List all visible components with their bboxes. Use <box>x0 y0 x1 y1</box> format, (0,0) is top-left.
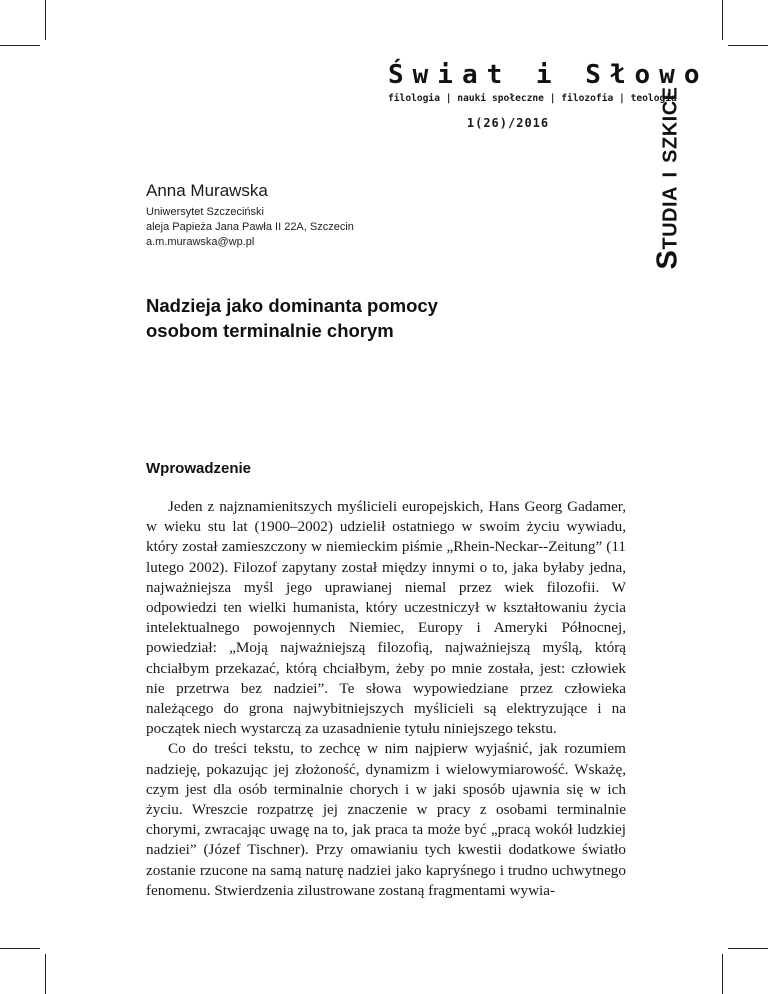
crop-mark-top-right <box>722 0 723 40</box>
crop-mark-top-left <box>45 0 46 40</box>
section-label <box>638 58 698 298</box>
section-heading: Wprowadzenie <box>146 460 252 477</box>
author-email: a.m.murawska@wp.pl <box>146 236 255 248</box>
crop-mark-bottom-left-h <box>0 948 40 949</box>
journal-fields: filologia | nauki społeczne | filozofia | teologia <box>388 93 677 104</box>
crop-mark-top-left-h <box>0 45 40 46</box>
paragraph-1: Jeden z najznamienitszych myślicieli europejskich, Hans Georg Gadamer, w wieku stu lat (1900–2002) udzielił ostatniego w swoim życiu wywiadu, który został zamieszczony w niemieckim piśmie „Rhein-Neckar--Zeitung” (11 lutego 2002). Filozof zapytany został między innymi o to, jaka byłaby jedna, najważniejsza myśl jego uprawianej niemal przez wiek filozofii. W odpowiedzi ten wielki humanista, który uczestniczył w kształtowaniu życia intelektualnego powojennych Niemiec, Europy i Ameryki Północnej, powiedział: „Moją najważniejszą filozofią, najważniejszą myślą, którą chciałbym przekazać, którą chciałbym, żeby po mnie została, jest: człowiek nie przetrwa bez nadziei”. Te słowa wypowiedziane przez człowieka należącego do grona najwybitniejszych myślicieli są elektryzujące i na początek niech wystarczą za uzasadnienie tytułu niniejszego tekstu. <box>146 498 626 738</box>
crop-mark-bottom-right-h <box>728 948 768 949</box>
author-affiliation: Uniwersytet Szczeciński <box>146 206 264 218</box>
journal-issue: 1(26)/2016 <box>466 116 550 130</box>
section-label-text: Studia i szkice <box>651 86 684 270</box>
paragraph-2: Co do treści tekstu, to zechcę w nim najpierw wyjaśnić, jak rozumiem nadzieję, pokazując jej złożoność, dynamizm i wielowymiarowość. Wskażę, czym jest dla osób terminalnie chorych i w jaki sposób ujawnia się w ich życiu. Wreszcie rozpatrzę jej znaczenie w pracy z osobami terminalnie chorymi, zwracając uwagę na to, jak praca ta może być „pracą wokół ludzkiej nadziei” (Józef Tischner). Przy omawianiu tych kwestii dodatkowe światło zostanie rzucone na samą naturę nadziei jako kapryśnego i trudno uchwytnego fenomenu. Stwierdzenia zilustrowane zostaną fragmentami wywia- <box>146 740 626 899</box>
crop-mark-bottom-right <box>722 954 723 994</box>
article-title-line2: osobom terminalnie chorym <box>146 320 394 341</box>
body-text <box>146 497 626 901</box>
author-block <box>146 180 566 250</box>
crop-mark-top-right-h <box>728 45 768 46</box>
author-name: Anna Murawska <box>146 181 268 200</box>
journal-title: Świat i Słowo <box>388 60 709 90</box>
crop-mark-bottom-left <box>45 954 46 994</box>
journal-header <box>388 60 709 130</box>
article-title-line1: Nadzieja jako dominanta pomocy <box>146 295 438 316</box>
article-title <box>146 293 586 343</box>
author-address: aleja Papieża Jana Pawła II 22A, Szczecin <box>146 221 354 233</box>
